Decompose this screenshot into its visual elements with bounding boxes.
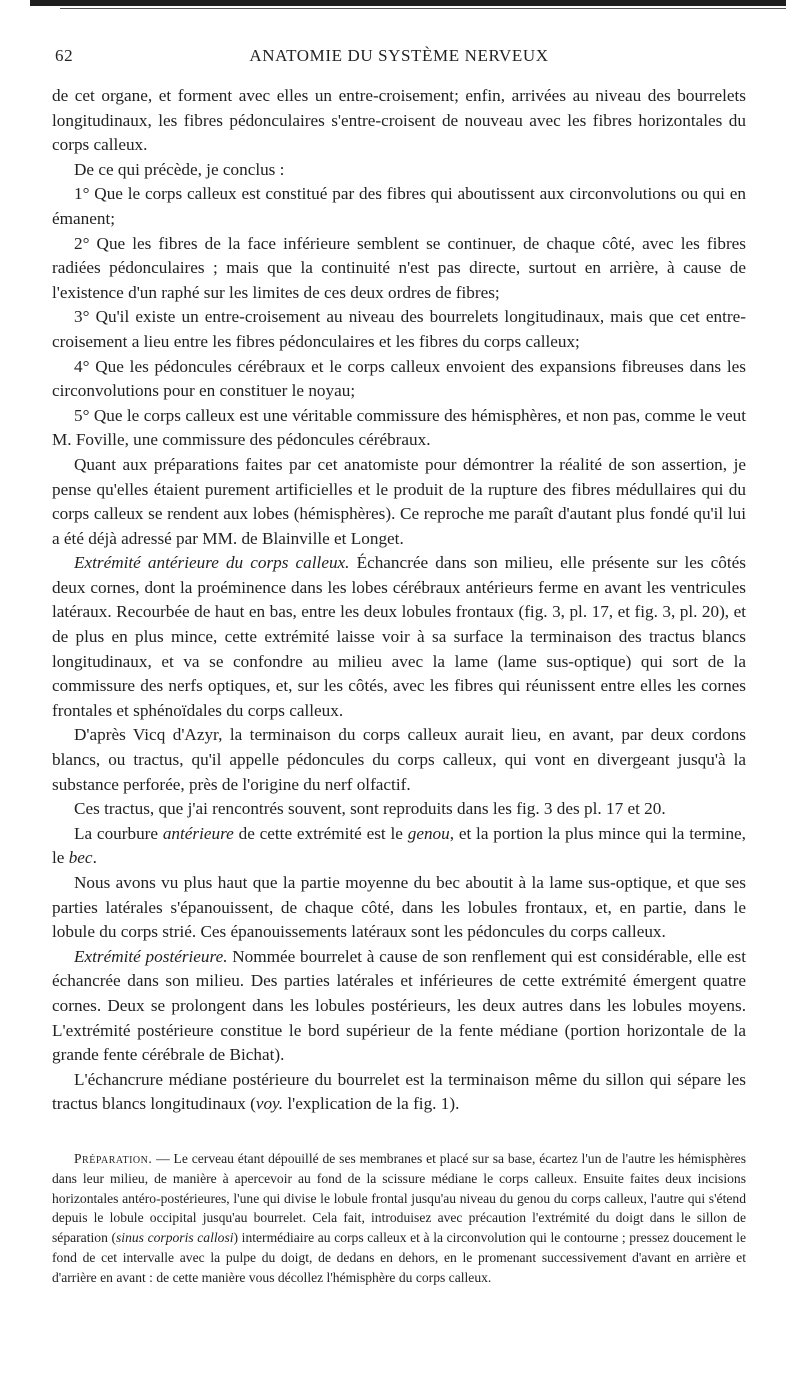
conclusion-item-2: 2° Que les fibres de la face inférieure semblent se continuer, de chaque côté, avec les fibres radiées pédonculaires ; mais que la continuité n'est pas directe, surtout en arrière, à cause de l'existence d'un raphé sur les limites de ces deux ordres de fibres; <box>52 233 746 302</box>
paragraph-foville-critique: Quant aux préparations faites par cet anatomiste pour démontrer la réalité de son assertion, je pense qu'elles étaient purement artificielles et le produit de la rupture des fibres médullaires qui du corps calleux se rendent aux lobes (hémisphères). Ce reproche me paraît d'autant plus fondé qu'il lui a été déjà adressé par MM. de Blainville et Longet. <box>52 454 746 548</box>
top-border-rule <box>30 0 786 6</box>
paragraph-genou-bec: La courbure antérieure de cette extrémité est le genou, et la portion la plus mince qui la termine, le bec. <box>52 823 746 868</box>
section-lead-anterior: Extrémité antérieure du corps calleux. <box>74 553 350 573</box>
section-lead-posterior: Extrémité postérieure. <box>74 946 228 966</box>
body-text <box>52 84 746 1117</box>
page-number: 62 <box>55 46 74 65</box>
paragraph-continuation: de cet organe, et forment avec elles un entre-croisement; enfin, arrivées au niveau des bourrelets longitudinaux, les fibres pédonculaires s'entre-croisent de nouveau avec les fibres horizontales du corps calleux. <box>52 86 746 155</box>
paragraph-median-notch: L'échancrure médiane postérieure du bourrelet est la terminaison même du sillon qui sépare les tractus blancs longitudinaux (voy. l'explication de la fig. 1). <box>52 1069 746 1114</box>
preparation-lead: Préparation. <box>74 1151 153 1166</box>
conclusion-item-3: 3° Qu'il existe un entre-croisement au niveau des bourrelets longitudinaux, mais que cet entre-croisement a lieu entre les fibres pédonculaires et les fibres du corps calleux; <box>52 307 746 351</box>
paragraph-tractus: Ces tractus, que j'ai rencontrés souvent, sont reproduits dans les fig. 3 des pl. 17 et 20. <box>74 799 666 819</box>
top-border-thin-rule <box>60 8 786 9</box>
paragraph-posterior-extremity: Extrémité postérieure. Nommée bourrelet à cause de son renflement qui est considérable, elle est échancrée dans son milieu. Des parties latérales et inférieures de cette extrémité émergent quatre cornes. Deux se prolongent dans les lobules postérieurs, les deux autres dans les lobules moyens. L'extrémité postérieure constitue le bord supérieur de la fente médiane (portion horizontale de la grande fente cérébrale de Bichat). <box>52 946 746 1065</box>
preparation-paragraph: Préparation. — Le cerveau étant dépouillé de ses membranes et placé sur sa base, écartez l'un de l'autre les hémisphères dans leur milieu, de manière à apercevoir au fond de la scissure médiane le corps calleux. Ensuite faites deux incisions horizontales antéro-postérieures, l'une qui divise le lobule frontal jusqu'au niveau du genou du corps calleux, l'autre qui s'étend depuis le lobule occipital jusqu'au bourrelet. Cela fait, introduisez avec précaution l'extrémité du doigt dans le sillon de séparation (sinus corporis callosi) intermédiaire au corps calleux et à la circonvolution qui le contourne ; pressez doucement le fond de cet intervalle avec la pulpe du doigt, de dedans en dehors, en le promenant successivement d'avant en arrière et d'arrière en avant : de cette manière vous décollez l'hémisphère du corps calleux. <box>52 1151 746 1285</box>
running-title: ANATOMIE DU SYSTÈME NERVEUX <box>249 46 549 65</box>
paragraph-conclusion-intro: De ce qui précède, je conclus : <box>74 159 285 179</box>
conclusion-item-4: 4° Que les pédoncules cérébraux et le corps calleux envoient des expansions fibreuses dans les circonvolutions pour en constituer le noyau; <box>52 356 746 401</box>
paragraph-bec-middle: Nous avons vu plus haut que la partie moyenne du bec aboutit à la lame sus-optique, et que ses parties latérales s'épanouissent, de chaque côté, dans les lobules frontaux, et, en partie, dans le lobule du corps strié. Ces épanouissements latéraux sont les pédoncules du corps calleux. <box>52 873 746 942</box>
conclusion-item-1: 1° Que le corps calleux est constitué par des fibres qui aboutissent aux circonvolutions ou qui en émanent; <box>52 184 746 228</box>
conclusion-item-5: 5° Que le corps calleux est une véritable commissure des hémisphères, et non pas, comme le veut M. Foville, une commissure des pédoncules cérébraux. <box>52 405 746 450</box>
paragraph-vicq-dazyr: D'après Vicq d'Azyr, la terminaison du corps calleux aurait lieu, en avant, par deux cordons blancs, ou tractus, qu'il appelle pédoncules du corps calleux, qui vont en divergeant jusqu'à la substance perforée, près de l'origine du nerf olfactif. <box>52 725 746 794</box>
preparation-note <box>52 1149 746 1288</box>
paragraph-anterior-extremity: Extrémité antérieure du corps calleux. Échancrée dans son milieu, elle présente sur les côtés deux cornes, dont la proéminence dans les lobes cérébraux antérieurs ferme en avant les ventricules latéraux. Recourbée de haut en bas, entre les deux lobules frontaux (fig. 3, pl. 17, et fig. 3, pl. 20), et de plus en plus mince, cette extrémité laisse voir à sa surface la terminaison des tractus blancs longitudinaux, et va se confondre au milieu avec la lame (lame sus-optique) qui sort de la commissure des nerfs optiques, et, sur les côtés, avec les fibres qui réunissent entre elles les cornes frontales et sphénoïdales du corps calleux. <box>52 553 746 720</box>
page-header <box>52 46 746 70</box>
